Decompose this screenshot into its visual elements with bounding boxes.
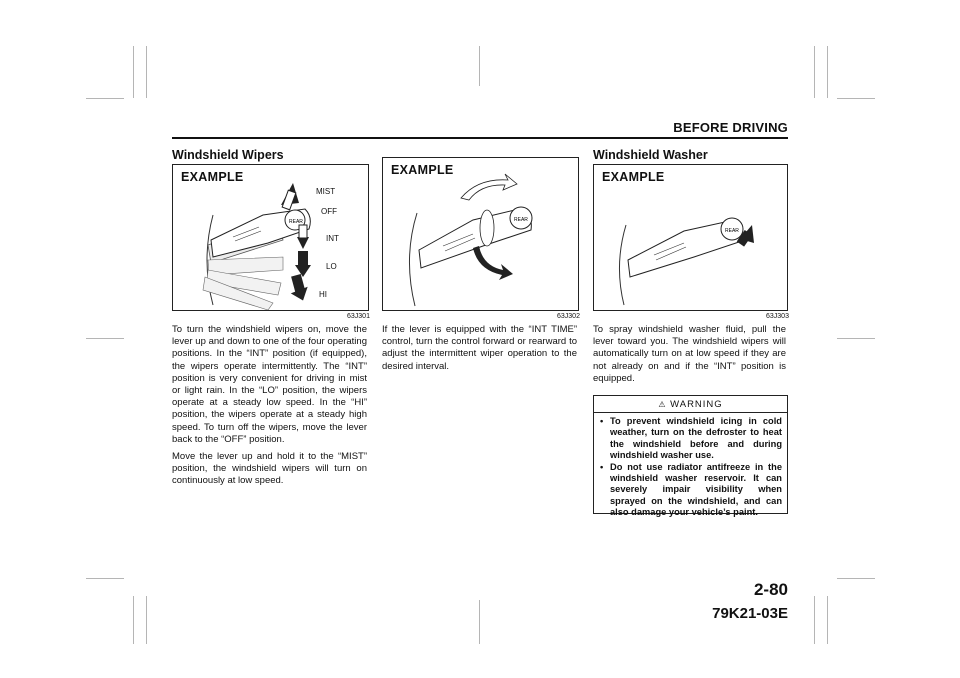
warning-list — [600, 416, 782, 519]
figure-code: 63J303 — [766, 313, 789, 320]
warning-item: • To prevent windshield icing in cold weather, turn on the defroster to heat the windshield before and during windshield washer use. — [600, 416, 782, 462]
figure-code: 63J302 — [557, 313, 580, 320]
page-number: 2-80 — [753, 580, 788, 599]
paragraph: Move the lever up and hold it to the “MIST” position, the windshield wipers will turn on continuously at low speed. — [172, 451, 367, 487]
int-time-body — [382, 324, 577, 378]
warning-rule — [594, 412, 787, 413]
wipers-heading: Windshield Wipers — [172, 148, 284, 162]
int-time-figure — [382, 157, 579, 311]
figure-example-label: EXAMPLE — [602, 170, 665, 184]
position-lo-label: LO — [326, 262, 337, 271]
wiper-lever-figure — [172, 164, 369, 311]
int-time-illustration — [383, 158, 578, 310]
section-header: BEFORE DRIVING — [673, 120, 788, 135]
figure-example-label: EXAMPLE — [181, 170, 244, 184]
position-int-label: INT — [326, 234, 339, 243]
paragraph: To spray windshield washer fluid, pull the lever toward you. The windshield wipers will automatically turn on at low speed if they are not already on and if the “INT” position is equipped. — [593, 324, 786, 384]
washer-heading: Windshield Washer — [593, 148, 708, 162]
wipers-body — [172, 324, 367, 493]
washer-lever-figure — [593, 164, 788, 311]
washer-illustration — [594, 165, 787, 310]
position-mist-label: MIST — [316, 187, 336, 196]
svg-text:REAR: REAR — [725, 228, 739, 234]
svg-text:REAR: REAR — [514, 217, 528, 223]
position-off-label: OFF — [321, 207, 337, 216]
warning-triangle-icon: ⚠ — [658, 400, 667, 409]
figure-example-label: EXAMPLE — [391, 163, 454, 177]
svg-text:REAR: REAR — [289, 219, 303, 225]
paragraph: To turn the windshield wipers on, move the lever up and down to one of the four operating positions. In the “INT” position (if equipped), the wipers operate intermittently. The “INT” position is very convenient for driving in mist or light rain. In the “LO” position, the wipers operate at a steady low speed. In the “HI” position, the wipers operate at a steady high speed. To turn off the wipers, move the lever back to the “OFF” position. — [172, 324, 367, 445]
header-rule — [172, 137, 788, 139]
warning-box — [593, 395, 788, 518]
washer-body — [593, 324, 786, 390]
figure-code: 63J301 — [347, 313, 370, 320]
position-hi-label: HI — [319, 290, 327, 299]
warning-title: WARNING — [670, 399, 723, 410]
paragraph: If the lever is equipped with the “INT TIME” control, turn the control forward or rearward to adjust the intermittent wiper operation to the desired interval. — [382, 324, 577, 372]
document-code: 79K21-03E — [712, 605, 788, 622]
warning-header — [594, 399, 787, 410]
warning-item: • Do not use radiator antifreeze in the windshield washer reservoir. It can severely impair visibility when sprayed on the windshield, and can also damage your vehicle’s paint. — [600, 462, 782, 519]
